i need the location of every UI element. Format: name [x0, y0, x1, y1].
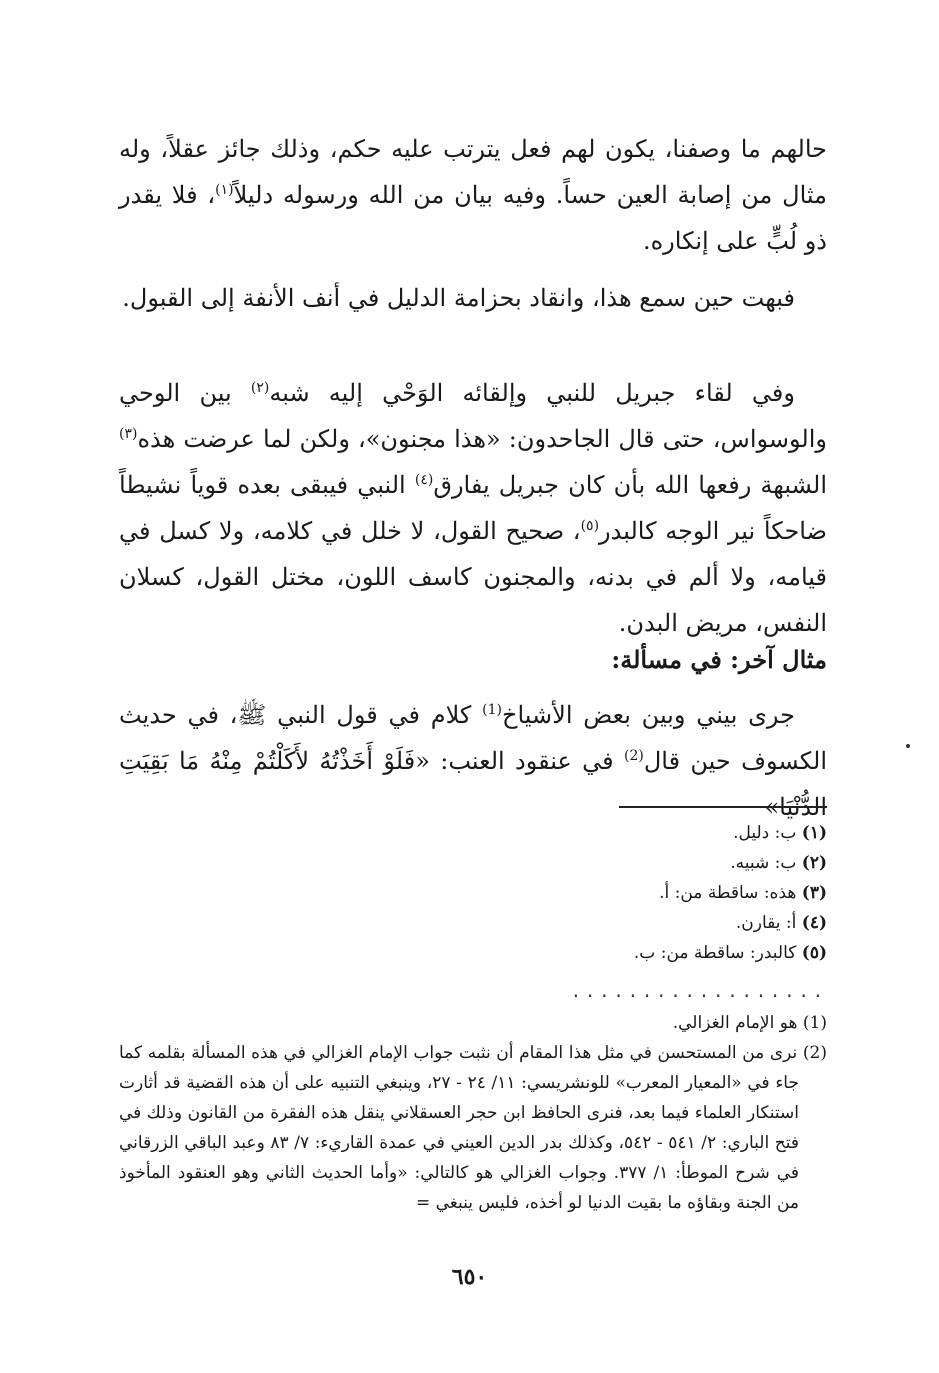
paragraph-1-text: حالهم ما وصفنا، يكون لهم فعل يترتب عليه حكم، وذلك جائز عقلاً، وله مثال من إصابة العين حساً. وفيه بيان من الله ورسوله دليلاً [119, 135, 827, 209]
dotted-separator: .................. [570, 982, 827, 1002]
editor-footnotes [119, 1008, 827, 1218]
paragraph-4-part-c: في عنقود العنب: «فَلَوْ أَخَذْتُهُ لأَكَلْتُمْ مِنْهُ مَا بَقِيَتِ الدُّنْيَا» [119, 747, 827, 821]
editor-footnote-2 [119, 1038, 827, 1218]
footnote-text: هذه: ساقطة من: أ. [659, 883, 797, 903]
editor-footnote-number: (1) [802, 1013, 827, 1033]
page-number: ٦٥٠ [451, 1264, 488, 1290]
paragraph-1 [119, 126, 827, 264]
footnote-ref-1: (١) [215, 182, 234, 198]
footnote-text: كالبدر: ساقطة من: ب. [633, 943, 797, 963]
paragraph-3-part-c: الشبهة رفعها الله بأن كان جبريل يفارق [433, 471, 827, 499]
footnote-ref-3: (٣) [119, 426, 138, 442]
paragraph-4 [119, 692, 827, 830]
paragraph-1-tail: ، فلا يقدر ذو لُبٍّ على إنكاره. [119, 181, 827, 255]
footnote-ref-2: (٢) [250, 380, 270, 396]
editor-footnote-1 [119, 1008, 827, 1038]
variant-footnotes [127, 818, 827, 968]
footnote-text: أ: يقارن. [735, 913, 797, 933]
paragraph-3-part-d: النبي فيبقى بعده قوياً نشيطاً ضاحكاً نير الوجه كالبدر [119, 471, 827, 545]
footnote-number: (٥) [801, 943, 827, 963]
paragraph-4-part-b: كلام في قول النبي ﷺ، في حديث الكسوف حين قال [119, 701, 828, 775]
footnote-item [127, 848, 827, 878]
scan-speck [906, 744, 910, 748]
footnote-item [127, 938, 827, 968]
footnote-item [127, 818, 827, 848]
footnote-number: (٢) [801, 853, 827, 873]
section-heading: مثال آخر: في مسألة: [611, 645, 827, 674]
footnote-item [127, 908, 827, 938]
footnote-text: ب: دليل. [733, 823, 797, 843]
footnote-number: (١) [801, 823, 827, 843]
editor-footnote-number: (2) [802, 1043, 828, 1063]
editor-footnote-text: نرى من المستحسن في مثل هذا المقام أن نثبت جواب الإمام الغزالي في هذه المسألة بقلمه كما جاء في «المعيار المعرب» للونشريسي: ١١/ ٢٤ - ٢٧، وينبغي التنبيه على أن هذه القضية قد أثارت استنكار العلماء فيما بعد، فنرى الحافظ ابن حجر العسقلاني ينقل هذه الفقرة من القانون وذلك في فتح الباري: ٢/ ٥٤١ - ٥٤٢، وكذلك بدر الدين العيني في عمدة القاريء: ٧/ ٨٣ وعبد الباقي الزرقاني في شرح الموطأ: ١/ ٣٧٧. وجواب الغزالي هو كالتالي: «وأما الحديث الثاني وهو العنقود المأخوذ من الجنة وبقاؤه ما بقيت الدنيا لو أخذه، فليس ينبغي = [119, 1043, 799, 1213]
editor-footnote-text: هو الإمام الغزالي. [672, 1013, 798, 1033]
paragraph-3 [119, 370, 827, 646]
footnote-number: (٣) [801, 883, 827, 903]
paragraph-3-part-a: وفي لقاء جبريل للنبي وإلقائه الوَحْي إليه شبه [269, 379, 795, 407]
footnote-ref-4: (٤) [414, 472, 434, 488]
footnote-item [127, 878, 827, 908]
footnote-separator-rule [619, 806, 827, 808]
footnote-number: (٤) [801, 913, 827, 933]
paragraph-3-part-e: ، صحيح القول، لا خلل في كلامه، ولا كسل في قيامه، ولا ألم في بدنه، والمجنون كاسف اللون، مختل القول، كسلان النفس، مريض البدن. [119, 517, 827, 637]
footnote-text: ب: شبيه. [730, 853, 797, 873]
paragraph-3-part-b: بين الوحي والوسواس، حتى قال الجاحدون: «هذا مجنون»، ولكن لما عرضت هذه [119, 379, 827, 453]
footnote-ref-b1: (1) [482, 702, 502, 718]
paragraph-4-part-a: جرى بيني وبين بعض الأشياخ [501, 701, 796, 729]
footnote-ref-b2: (2) [623, 748, 644, 764]
footnote-ref-5: (٥) [580, 518, 600, 534]
paragraph-2: فبهت حين سمع هذا، وانقاد بحزامة الدليل في أنف الأنفة إلى القبول. [122, 284, 795, 312]
